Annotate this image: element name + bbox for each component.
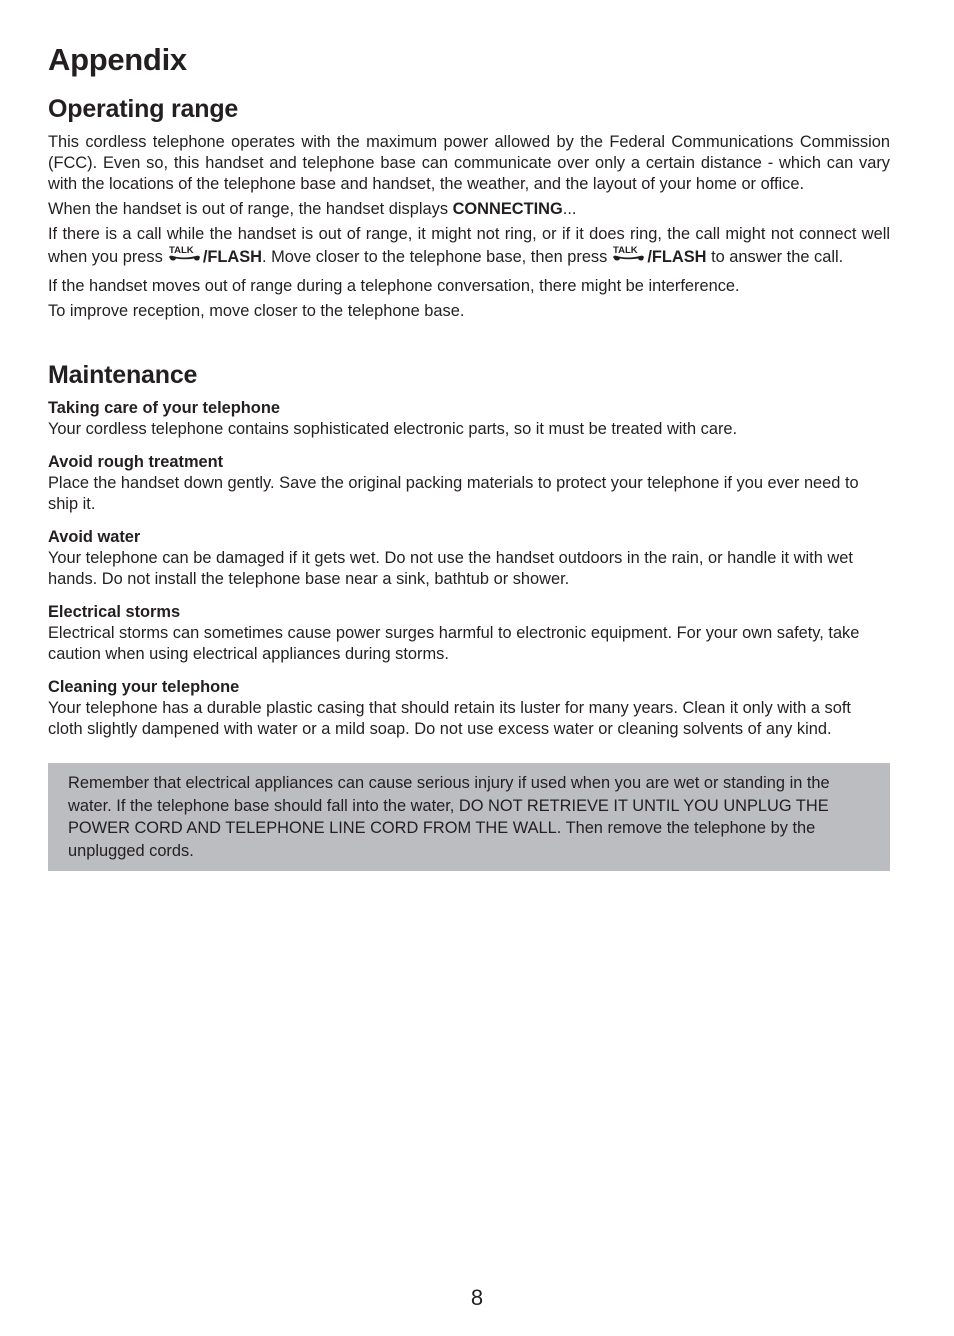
talk-key-icon — [167, 245, 203, 265]
maintenance-item — [48, 398, 890, 440]
maintenance-section — [48, 360, 890, 740]
flash-key-label: /FLASH — [647, 248, 707, 266]
paragraph-text: When the handset is out of range, the handset displays — [48, 200, 453, 218]
maintenance-item-body: Electrical storms can sometimes cause power surges harmful to electronic equipment. For your own safety, take caution when using electrical appliances during storms. — [48, 624, 860, 663]
maintenance-item — [48, 527, 890, 590]
maintenance-item — [48, 602, 890, 665]
maintenance-item-body: Your telephone has a durable plastic casing that should retain its luster for many years. Clean it only with a soft cloth slightly dampened with water or a mild soap. Do not use excess water or cleaning solvents of any kind. — [48, 699, 851, 738]
operating-range-paragraph-1: This cordless telephone operates with the maximum power allowed by the Federal Communications Commission (FCC). Even so, this handset and telephone base can communicate over only a certain distance - which can vary with the locations of the telephone base and handset, the weather, and the layout of your home or office. — [48, 133, 890, 193]
operating-range-paragraph-2 — [48, 199, 890, 220]
maintenance-item-body: Place the handset down gently. Save the original packing materials to protect your telephone if you ever need to ship it. — [48, 474, 859, 513]
talk-key-label: TALK — [613, 245, 638, 256]
maintenance-item-title: Taking care of your telephone — [48, 399, 280, 417]
maintenance-item-body: Your cordless telephone contains sophisticated electronic parts, so it must be treated with care. — [48, 420, 738, 438]
operating-range-section — [48, 94, 890, 322]
maintenance-item-title: Avoid rough treatment — [48, 453, 224, 471]
safety-note-box: Remember that electrical appliances can cause serious injury if used when you are wet or standing in the water. If the telephone base should fall into the water, DO NOT RETRIEVE IT UNTIL YOU UNPLUG THE POWER CORD AND TELEPHONE LINE CORD FROM THE WALL. Then remove the telephone by the unplugged cords. — [48, 763, 890, 871]
paragraph-text: If there is a call while the handset is out of range, it might not ring, or if it does ring, the call might not connect well when you press — [48, 225, 890, 266]
paragraph-text: ... — [562, 200, 577, 218]
maintenance-item — [48, 677, 890, 740]
maintenance-item-title: Cleaning your telephone — [48, 678, 240, 696]
connecting-display-text: CONNECTING — [452, 200, 563, 218]
operating-range-heading: Operating range — [48, 95, 239, 123]
operating-range-paragraph-3 — [48, 224, 890, 268]
talk-key-label: TALK — [168, 245, 194, 256]
page-title: Appendix — [48, 42, 187, 77]
maintenance-item — [48, 452, 890, 515]
page-number: 8 — [470, 1285, 484, 1310]
operating-range-paragraph-4: If the handset moves out of range during a telephone conversation, there might be interference. — [48, 277, 740, 295]
paragraph-text: . Move closer to the telephone base, then press — [262, 248, 608, 266]
maintenance-item-title: Avoid water — [48, 528, 141, 546]
operating-range-paragraph-5: To improve reception, move closer to the telephone base. — [48, 302, 465, 320]
maintenance-heading: Maintenance — [48, 361, 198, 389]
paragraph-text: to answer the call. — [706, 248, 844, 266]
page-content — [48, 38, 890, 871]
flash-key-label: /FLASH — [202, 248, 262, 266]
maintenance-item-title: Electrical storms — [48, 603, 181, 621]
talk-key-icon — [611, 245, 647, 265]
maintenance-item-body: Your telephone can be damaged if it gets wet. Do not use the handset outdoors in the rain, or handle it with wet hands. Do not install the telephone base near a sink, bathtub or shower. — [48, 549, 853, 588]
